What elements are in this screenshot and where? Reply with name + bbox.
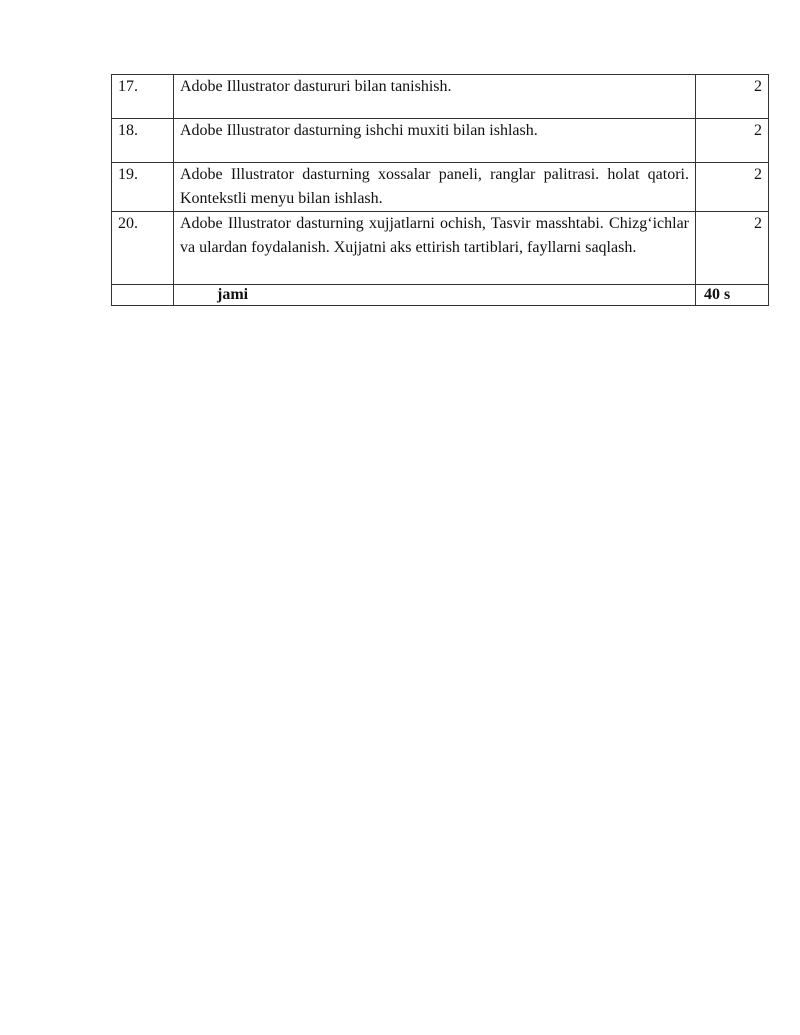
row-hours: 2	[696, 75, 769, 119]
row-number: 19.	[112, 163, 174, 212]
row-hours: 2	[696, 163, 769, 212]
row-topic: Adobe Illustrator dasturning xujjatlarni ochish, Tasvir masshtabi. Chizg‘ichlar va ulardan foydalanish. Xujjatni aks ettirish tartiblari, fayllarni saqlash.	[174, 212, 696, 285]
row-number: 18.	[112, 119, 174, 163]
row-hours: 2	[696, 212, 769, 285]
row-topic: Adobe Illustrator dasturning ishchi muxiti bilan ishlash.	[174, 119, 696, 163]
row-number: 17.	[112, 75, 174, 119]
row-topic: Adobe Illustrator dasturning xossalar paneli, ranglar palitrasi. holat qatori. Kontekstli menyu bilan ishlash.	[174, 163, 696, 212]
total-number-cell	[112, 285, 174, 306]
table-row	[112, 163, 769, 212]
total-hours: 40 s	[696, 285, 769, 306]
total-row	[112, 285, 769, 306]
row-hours: 2	[696, 119, 769, 163]
row-topic: Adobe Illustrator dastururi bilan tanishish.	[174, 75, 696, 119]
table-row	[112, 212, 769, 285]
curriculum-table	[111, 74, 769, 306]
table-row	[112, 119, 769, 163]
total-label: jami	[174, 285, 696, 306]
row-number: 20.	[112, 212, 174, 285]
table-row	[112, 75, 769, 119]
